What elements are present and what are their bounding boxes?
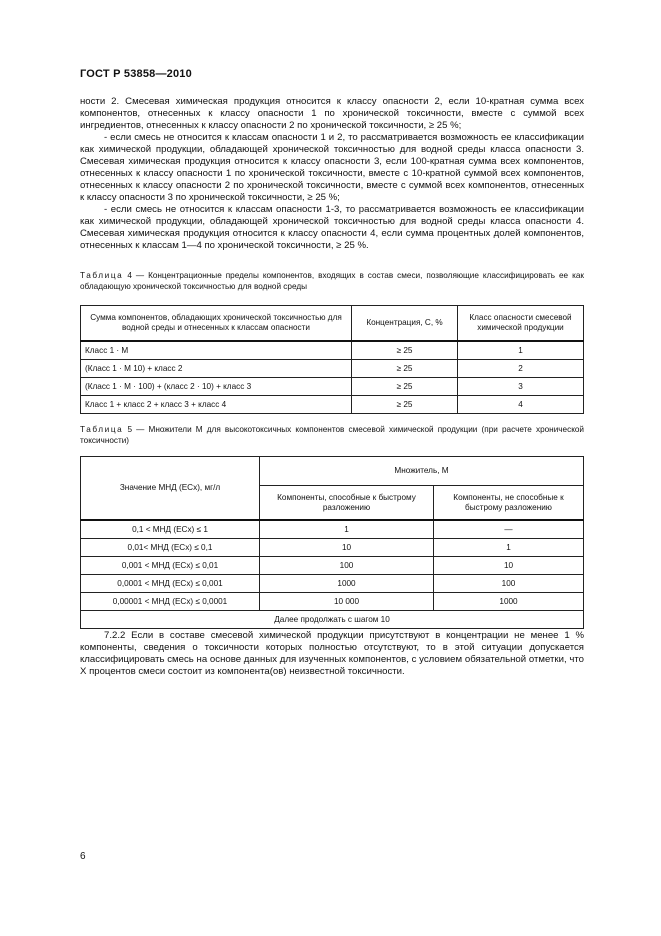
table-cell: 3 — [458, 378, 584, 396]
table4-header-sum: Сумма компонентов, обладающих хронической токсичностью для водной среды и отнесенных к классам опасности — [81, 306, 352, 342]
table5-header-multiplier: Множитель, М — [260, 457, 584, 486]
table-cell: 10 — [260, 539, 434, 557]
table5-label: Таблица — [80, 425, 124, 434]
table-cell: ≥ 25 — [352, 378, 458, 396]
paragraph-2: - если смесь не относится к классам опасности 1 и 2, то рассматривается возможность ее классификации как химической продукции, обладающей хронической токсичностью для водной среды класса опасности 3. Смесевая химическая продукция относится к классу опасности 3, если 100-кратная сумма всех компонентов, отнесенных к классу опасности 1 по хронической токсичности, вместе с 10-кратной суммой всех компонентов, отнесенных к классу опасности 2 по хронической токсичности, вместе с суммой всех компонентов, отнесенных к классу опасности 3 по хронической токсичности, ≥ 25 %; — [80, 132, 584, 203]
table-cell: 10 000 — [260, 593, 434, 611]
table4-caption-text: 4 — Концентрационные пределы компонентов, входящих в состав смеси, позволяющие классифицировать ее как обладающую хронической токсичностью для водной среды — [80, 271, 584, 291]
table5-footer: Далее продолжать с шагом 10 — [81, 611, 584, 629]
table-row — [81, 557, 584, 575]
table-cell: ≥ 25 — [352, 396, 458, 414]
document-header: ГОСТ Р 53858—2010 — [80, 68, 192, 80]
table-row — [81, 378, 584, 396]
table-cell: 1 — [458, 341, 584, 360]
paragraph-1: ности 2. Смесевая химическая продукция относится к классу опасности 2, если 10-кратная сумма всех компонентов, отнесенных к классу опасности 1 по хронической токсичности, вместе с суммой всех ингредиентов, отнесенных к классу опасности 2 по хронической токсичности, ≥ 25 %; — [80, 96, 584, 131]
table-cell: 1 — [260, 520, 434, 539]
table4-label: Таблица — [80, 271, 124, 280]
table-cell: 1000 — [434, 593, 584, 611]
table-cell: 0,1 < МНД (ЕСх) ≤ 1 — [81, 520, 260, 539]
table-5 — [80, 456, 584, 629]
table4-header-class: Класс опасности смесевой химической продукции — [458, 306, 584, 342]
section-7-2-2-text: 7.2.2 Если в составе смесевой химической продукции присутствуют в концентрации не менее 1 % компоненты, сведения о токсичности которых полностью отсутствуют, то в этой ситуации допускается классифицировать смесь на основе данных для изученных компонентов, с условием обязательной отметки, что Х процентов смеси состоит из компонента(ов) неизвестной токсичности. — [80, 630, 584, 677]
table-cell: ≥ 25 — [352, 341, 458, 360]
table-cell: — — [434, 520, 584, 539]
page-number: 6 — [80, 851, 86, 862]
paragraph-3: - если смесь не относится к классам опасности 1-3, то рассматривается возможность ее классификации как химической продукции, обладающей хронической токсичностью для водной среды класса опасности 4. Смесевая химическая продукция относится к классу опасности 4, если сумма процентных долей компонентов, отнесенных к классам 1—4 по хронической токсичности, ≥ 25 %. — [80, 204, 584, 251]
table-cell: 0,01< МНД (ЕСх) ≤ 0,1 — [81, 539, 260, 557]
table5-caption-text: 5 — Множители М для высокотоксичных компонентов смесевой химической продукции (при расчете хронической токсичности) — [80, 425, 584, 445]
table5-header-fast: Компоненты, способные к быстрому разложению — [260, 486, 434, 520]
table5-footer-row — [81, 611, 584, 629]
table4-header-concentration: Концентрация, С, % — [352, 306, 458, 342]
table-cell: Класс 1 + класс 2 + класс 3 + класс 4 — [81, 396, 352, 414]
table5-header-slow: Компоненты, не способные к быстрому разложению — [434, 486, 584, 520]
table-cell: 10 — [434, 557, 584, 575]
table-4 — [80, 305, 584, 414]
table5-header-mnd: Значение МНД (ЕСх), мг/л — [81, 457, 260, 521]
table-cell: (Класс 1 · М · 100) + (класс 2 · 10) + класс 3 — [81, 378, 352, 396]
table5-header-row — [81, 457, 584, 486]
table-row — [81, 396, 584, 414]
table-row — [81, 520, 584, 539]
table5-caption — [80, 425, 584, 446]
table-cell: (Класс 1 · М 10) + класс 2 — [81, 360, 352, 378]
table-row — [81, 539, 584, 557]
table-cell: 1000 — [260, 575, 434, 593]
table-row — [81, 360, 584, 378]
table-cell: 2 — [458, 360, 584, 378]
table-cell: 0,0001 < МНД (ЕСх) ≤ 0,001 — [81, 575, 260, 593]
section-7-2-2 — [80, 630, 584, 678]
table-cell: ≥ 25 — [352, 360, 458, 378]
table-cell: 4 — [458, 396, 584, 414]
table-cell: 1 — [434, 539, 584, 557]
table-cell: 0,001 < МНД (ЕСх) ≤ 0,01 — [81, 557, 260, 575]
table4-header-row — [81, 306, 584, 342]
table-cell: Класс 1 · М — [81, 341, 352, 360]
table-cell: 100 — [260, 557, 434, 575]
table4-caption — [80, 271, 584, 292]
table-row — [81, 593, 584, 611]
body-text — [80, 96, 584, 252]
table-cell: 100 — [434, 575, 584, 593]
table-row — [81, 341, 584, 360]
table-row — [81, 575, 584, 593]
table-cell: 0,00001 < МНД (ЕСх) ≤ 0,0001 — [81, 593, 260, 611]
